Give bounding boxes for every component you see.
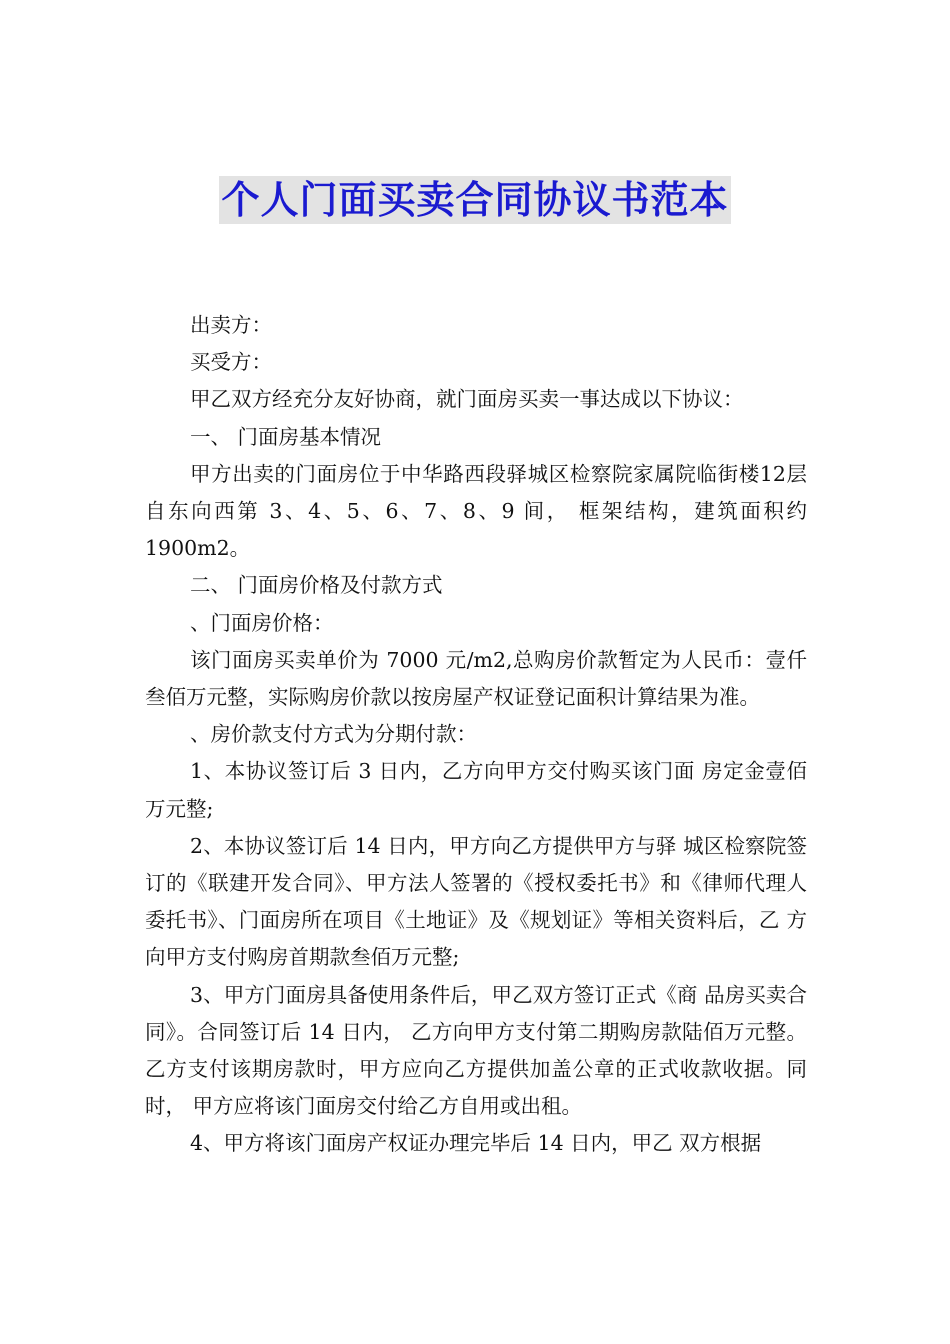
price-subheading: 、门面房价格：	[190, 610, 334, 635]
buyer-line: 买受方：	[190, 350, 272, 375]
property-description: 甲方出卖的门面房位于中华路西段驿城区检察院家属院临街楼12层自东向西第 3、4、5、6、7、8、9 间， 框架结构，建筑面积约 1900m2。	[145, 461, 807, 561]
title-wrap	[0, 176, 950, 224]
payment-term-1: 1、本协议签订后 3 日内，乙方向甲方交付购买该门面 房定金壹佰万元整;	[145, 759, 807, 821]
section-heading-2: 二、 门面房价格及付款方式	[190, 573, 443, 598]
agreement-intro: 甲乙双方经充分友好协商，就门面房买卖一事达成以下协议：	[190, 387, 744, 412]
payment-subheading: 、房价款支付方式为分期付款：	[190, 722, 477, 747]
payment-term-4: 4、甲方将该门面房产权证办理完毕后 14 日内，甲乙 双方根据	[190, 1131, 762, 1156]
section-heading-1: 一、 门面房基本情况	[190, 424, 382, 449]
payment-term-3: 3、甲方门面房具备使用条件后，甲乙双方签订正式《商 品房买卖合同》。合同签订后 14 日内， 乙方向甲方支付第二期购房款陆佰万元整。乙方支付该期房款时，甲方应向乙方提供加盖公章的正式收款收据。同时， 甲方应将该门面房交付给乙方自用或出租。	[145, 982, 807, 1119]
price-paragraph: 该门面房买卖单价为 7000 元/m2,总购房价款暂定为人民币：壹仟叁佰万元整，实际购房价款以按房屋产权证登记面积计算结果为准。	[145, 647, 807, 710]
document-title: 个人门面买卖合同协议书范本	[221, 178, 729, 222]
seller-line: 出卖方：	[190, 313, 272, 337]
document-body	[145, 307, 807, 1163]
payment-term-2: 2、本协议签订后 14 日内，甲方向乙方提供甲方与驿 城区检察院签订的《联建开发合同》、甲方法人签署的《授权委托书》和《律师代理人委托书》、门面房所在项目《土地证》及《规划证》等相关资料后，乙 方向甲方支付购房首期款叁佰万元整;	[145, 833, 807, 970]
